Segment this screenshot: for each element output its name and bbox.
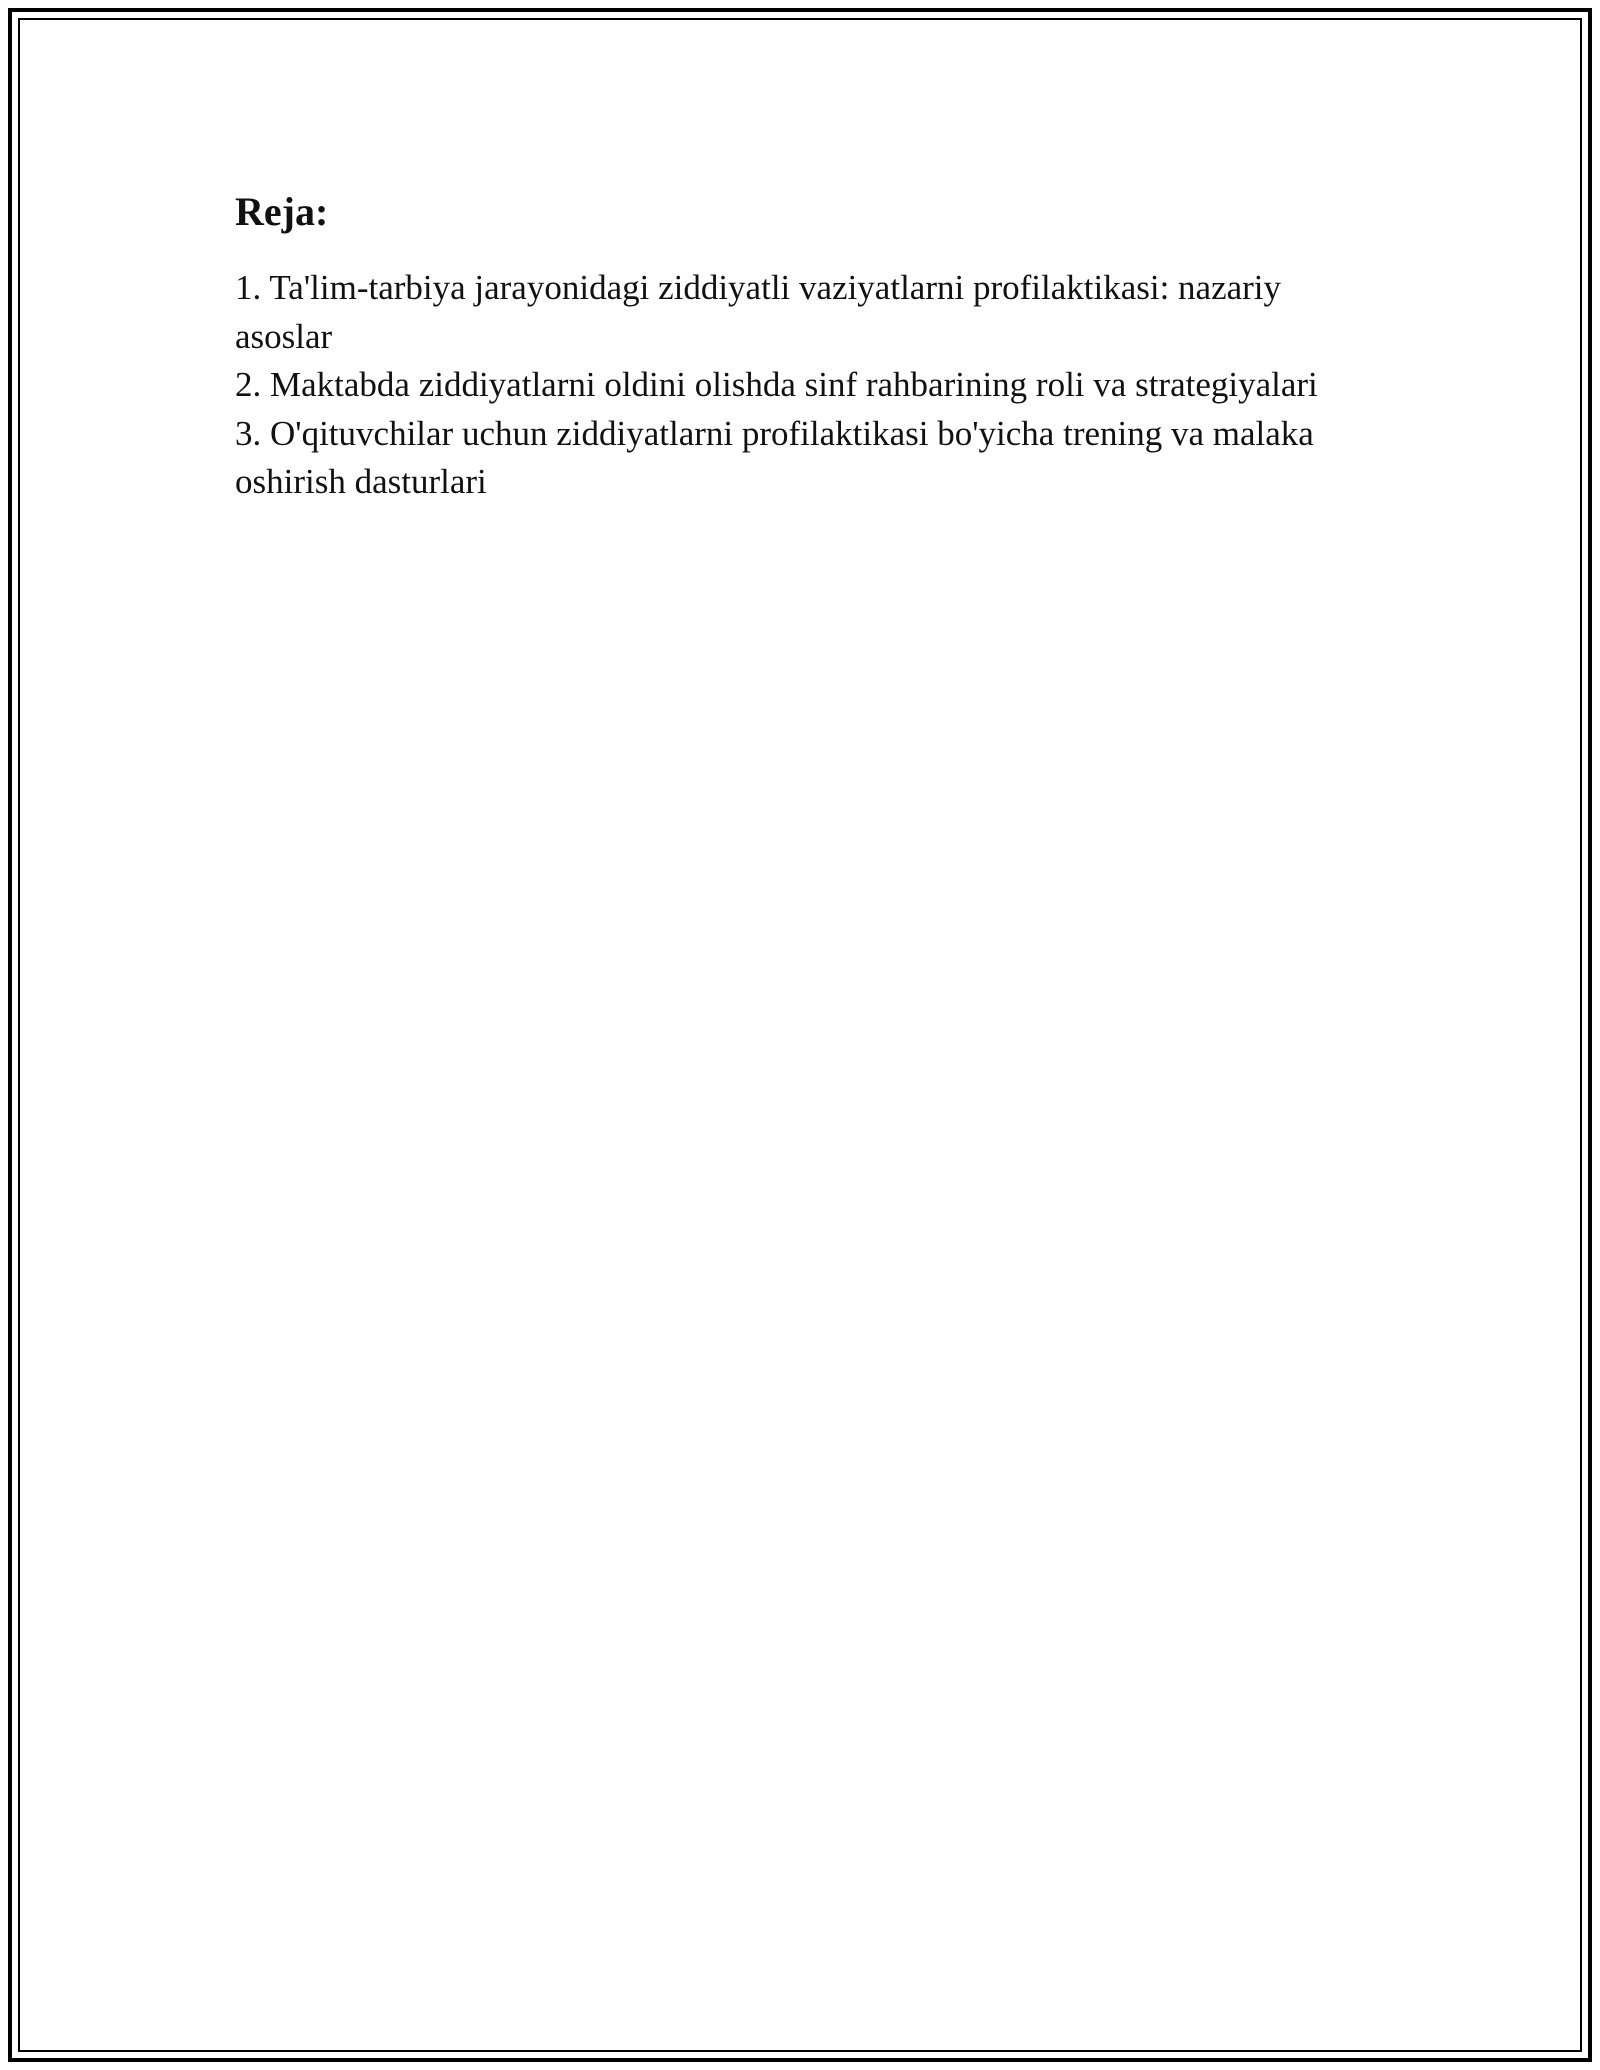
plan-item-1: 1. Ta'lim-tarbiya jarayonidagi ziddiyatli vaziyatlarni profilaktikasi: nazariy asoslar [235, 268, 1282, 356]
plan-item-2: 2. Maktabda ziddiyatlarni oldini olishda sinf rahbarining roli va strategiyalari [235, 365, 1318, 404]
plan-heading: Reja: [235, 189, 329, 234]
document-body [235, 184, 1385, 507]
plan-list [235, 264, 1385, 507]
plan-item-3: 3. O'qituvchilar uchun ziddiyatlarni profilaktikasi bo'yicha trening va malaka oshirish dasturlari [235, 413, 1314, 501]
